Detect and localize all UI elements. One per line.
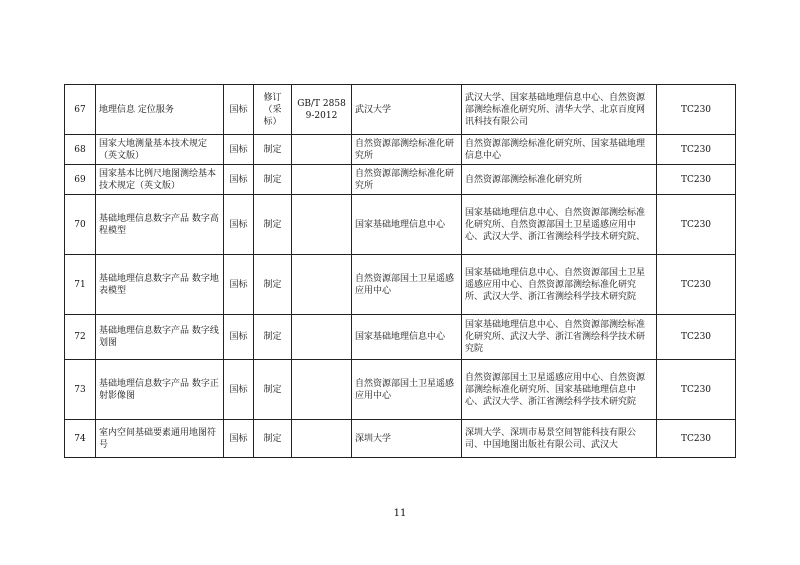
table-body [65,85,736,458]
participating-organizations: 自然资源部测绘标准化研究所 [462,165,657,195]
revision-kind: 制定 [254,255,292,315]
standard-type: 国标 [224,135,254,165]
technical-committee: TC230 [657,195,736,255]
participating-organizations: 国家基础地理信息中心、自然资源部测绘标准化研究所、武汉大学、浙江省测绘科学技术研究院 [462,315,657,360]
standard-name: 基础地理信息数字产品 数字地表模型 [96,255,224,315]
participating-organizations: 自然资源部测绘标准化研究所、国家基础地理信息中心 [462,135,657,165]
standard-name: 室内空间基础要素通用地图符号 [96,420,224,458]
revision-kind: 制定 [254,420,292,458]
technical-committee: TC230 [657,315,736,360]
participating-organizations: 武汉大学、国家基础地理信息中心、自然资源部测绘标准化研究所、清华大学、北京百度网讯科技有限公司 [462,85,657,135]
lead-organization: 自然资源部国土卫星遥感应用中心 [352,255,462,315]
table-row [65,135,736,165]
revision-kind: 制定 [254,360,292,420]
table-row [65,85,736,135]
table-row [65,315,736,360]
lead-organization: 深圳大学 [352,420,462,458]
replaced-standard-code [292,420,352,458]
row-number: 72 [65,315,96,360]
replaced-standard-code [292,255,352,315]
standard-name: 地理信息 定位服务 [96,85,224,135]
technical-committee: TC230 [657,420,736,458]
table-row [65,360,736,420]
row-number: 70 [65,195,96,255]
replaced-standard-code [292,135,352,165]
standard-type: 国标 [224,360,254,420]
row-number: 68 [65,135,96,165]
revision-kind: 制定 [254,165,292,195]
standard-name: 基础地理信息数字产品 数字正射影像图 [96,360,224,420]
technical-committee: TC230 [657,360,736,420]
technical-committee: TC230 [657,165,736,195]
row-number: 74 [65,420,96,458]
row-number: 69 [65,165,96,195]
replaced-standard-code [292,315,352,360]
standard-type: 国标 [224,315,254,360]
standard-name: 国家大地测量基本技术规定（英文版） [96,135,224,165]
participating-organizations: 国家基础地理信息中心、自然资源部测绘标准化研究所、自然资源部国土卫星遥感应用中心、武汉大学、浙江省测绘科学技术研究院、 [462,195,657,255]
lead-organization: 自然资源部测绘标准化研究所 [352,135,462,165]
participating-organizations: 自然资源部国土卫星遥感应用中心、自然资源部测绘标准化研究所、国家基础地理信息中心、武汉大学、浙江省测绘科学技术研究院 [462,360,657,420]
standard-name: 基础地理信息数字产品 数字高程模型 [96,195,224,255]
technical-committee: TC230 [657,85,736,135]
revision-kind: 修订（采标） [254,85,292,135]
standard-type: 国标 [224,195,254,255]
lead-organization: 自然资源部国土卫星遥感应用中心 [352,360,462,420]
standards-table [64,84,736,458]
row-number: 71 [65,255,96,315]
row-number: 67 [65,85,96,135]
lead-organization: 武汉大学 [352,85,462,135]
standard-name: 国家基本比例尺地图测绘基本技术规定（英文版） [96,165,224,195]
participating-organizations: 深圳大学、深圳市易景空间智能科技有限公司、中国地图出版社有限公司、武汉大 [462,420,657,458]
participating-organizations: 国家基础地理信息中心、自然资源部国土卫星遥感应用中心、自然资源部测绘标准化研究所、武汉大学、浙江省测绘科学技术研究院 [462,255,657,315]
table-row [65,420,736,458]
standard-type: 国标 [224,255,254,315]
technical-committee: TC230 [657,135,736,165]
standard-type: 国标 [224,85,254,135]
lead-organization: 自然资源部测绘标准化研究所 [352,165,462,195]
table-row [65,255,736,315]
revision-kind: 制定 [254,195,292,255]
standard-type: 国标 [224,420,254,458]
replaced-standard-code [292,195,352,255]
replaced-standard-code: GB/T 28589-2012 [292,85,352,135]
lead-organization: 国家基础地理信息中心 [352,195,462,255]
table-row [65,165,736,195]
table-row [65,195,736,255]
replaced-standard-code [292,360,352,420]
technical-committee: TC230 [657,255,736,315]
revision-kind: 制定 [254,315,292,360]
replaced-standard-code [292,165,352,195]
revision-kind: 制定 [254,135,292,165]
row-number: 73 [65,360,96,420]
standard-type: 国标 [224,165,254,195]
page-number: 11 [393,508,407,519]
standard-name: 基础地理信息数字产品 数字线划图 [96,315,224,360]
lead-organization: 国家基础地理信息中心 [352,315,462,360]
